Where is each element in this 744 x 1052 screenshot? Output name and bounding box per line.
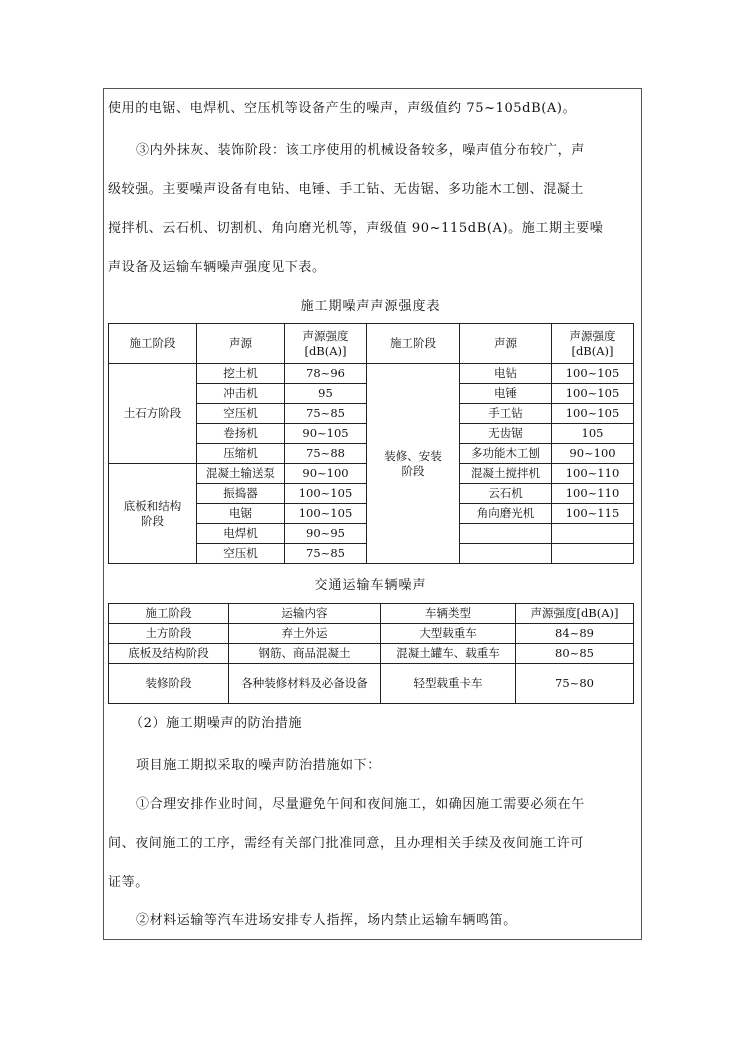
table-row	[109, 644, 634, 664]
table-cell: 弃土外运	[229, 624, 381, 644]
table-header-row	[109, 324, 634, 364]
table-cell: 空压机	[197, 544, 285, 564]
table-cell: 挖土机	[197, 364, 285, 384]
table-cell: 90~95	[285, 524, 367, 544]
table-cell: 95	[285, 384, 367, 404]
table-cell: 土石方阶段	[109, 364, 197, 464]
noise-source-table	[108, 323, 634, 564]
table-title: 交通运输车辆噪声	[314, 578, 427, 593]
table-cell: 100~110	[552, 484, 634, 504]
table-cell: 混凝土输送泵	[197, 464, 285, 484]
section-heading: （2）施工期噪声的防治措施	[130, 716, 303, 731]
table-cell: 装修阶段	[109, 664, 229, 704]
table-cell: 混凝土罐车、载重车	[381, 644, 516, 664]
paragraph: ①合理安排作业时间，尽量避免午间和夜间施工，如确因施工需要必须在午	[136, 797, 585, 812]
table-cell: 手工钻	[460, 404, 552, 424]
table-cell: 100~115	[552, 504, 634, 524]
table-cell: 大型载重车	[381, 624, 516, 644]
table-cell: 75~88	[285, 444, 367, 464]
table-cell: 施工阶段	[109, 604, 229, 624]
table-cell: 电锯	[197, 504, 285, 524]
table-cell: 压缩机	[197, 444, 285, 464]
table-cell: 100~105	[552, 404, 634, 424]
table-cell	[460, 524, 552, 544]
paragraph: 声设备及运输车辆噪声强度见下表。	[108, 260, 326, 275]
table-cell: 卷扬机	[197, 424, 285, 444]
table-cell: 75~85	[285, 404, 367, 424]
table-cell: 施工阶段	[367, 324, 460, 364]
table-cell: 装修、安装阶段	[367, 364, 460, 564]
table-title: 施工期噪声声源强度表	[300, 299, 441, 314]
paragraph: 间、夜间施工的工序，需经有关部门批准同意，且办理相关手续及夜间施工许可	[108, 836, 585, 851]
table-cell: 底板和结构阶段	[109, 464, 197, 564]
table-cell: 电锤	[460, 384, 552, 404]
table-row	[109, 624, 634, 644]
table-cell: 80~85	[516, 644, 634, 664]
table-cell: 100~110	[552, 464, 634, 484]
table-cell: 声源强度[dB(A)]	[552, 324, 634, 364]
paragraph: 级较强。主要噪声设备有电钻、电锤、手工钻、无齿锯、多功能木工刨、混凝土	[108, 182, 585, 197]
table-cell: 75~80	[516, 664, 634, 704]
paragraph: 项目施工期拟采取的噪声防治措施如下：	[136, 758, 381, 773]
paragraph: 搅拌机、云石机、切割机、角向磨光机等，声级值 90~115dB(A)。施工期主要噪	[108, 221, 604, 236]
table-cell: 84~89	[516, 624, 634, 644]
table-cell: 云石机	[460, 484, 552, 504]
table-cell: 90~100	[285, 464, 367, 484]
table-cell: 施工阶段	[109, 324, 197, 364]
paragraph: 证等。	[108, 875, 149, 890]
table-cell: 轻型载重卡车	[381, 664, 516, 704]
vehicle-noise-table	[108, 603, 634, 704]
paragraph: 使用的电锯、电焊机、空压机等设备产生的噪声，声级值约 75~105dB(A)。	[108, 101, 577, 116]
table-row	[109, 664, 634, 704]
table-cell: 电焊机	[197, 524, 285, 544]
table-cell: 90~100	[552, 444, 634, 464]
table-cell: 各种装修材料及必备设备	[229, 664, 381, 704]
table-cell: 声源	[460, 324, 552, 364]
table-cell: 75~85	[285, 544, 367, 564]
table-cell: 角向磨光机	[460, 504, 552, 524]
table-cell: 100~105	[552, 364, 634, 384]
table-cell: 空压机	[197, 404, 285, 424]
table-cell	[552, 524, 634, 544]
table-cell: 底板及结构阶段	[109, 644, 229, 664]
table-cell: 78~96	[285, 364, 367, 384]
table-cell: 多功能木工刨	[460, 444, 552, 464]
table-cell: 105	[552, 424, 634, 444]
table-cell	[552, 544, 634, 564]
table-cell: 运输内容	[229, 604, 381, 624]
paragraph: ③内外抹灰、装饰阶段：该工序使用的机械设备较多，噪声值分布较广，声	[136, 143, 585, 158]
table-cell: 100~105	[285, 484, 367, 504]
table-cell: 90~105	[285, 424, 367, 444]
table-cell: 冲击机	[197, 384, 285, 404]
table-cell: 土方阶段	[109, 624, 229, 644]
table-cell: 钢筋、商品混凝土	[229, 644, 381, 664]
table-cell: 电钻	[460, 364, 552, 384]
table-cell: 声源	[197, 324, 285, 364]
table-cell: 100~105	[552, 384, 634, 404]
table-cell: 声源强度[dB(A)]	[285, 324, 367, 364]
table-cell: 无齿锯	[460, 424, 552, 444]
paragraph: ②材料运输等汽车进场安排专人指挥，场内禁止运输车辆鸣笛。	[136, 913, 517, 928]
table-cell: 声源强度[dB(A)]	[516, 604, 634, 624]
table-cell: 车辆类型	[381, 604, 516, 624]
table-cell: 混凝土搅拌机	[460, 464, 552, 484]
table-cell: 振捣器	[197, 484, 285, 504]
table-cell: 100~105	[285, 504, 367, 524]
table-row	[109, 364, 634, 384]
table-cell	[460, 544, 552, 564]
table-header-row	[109, 604, 634, 624]
